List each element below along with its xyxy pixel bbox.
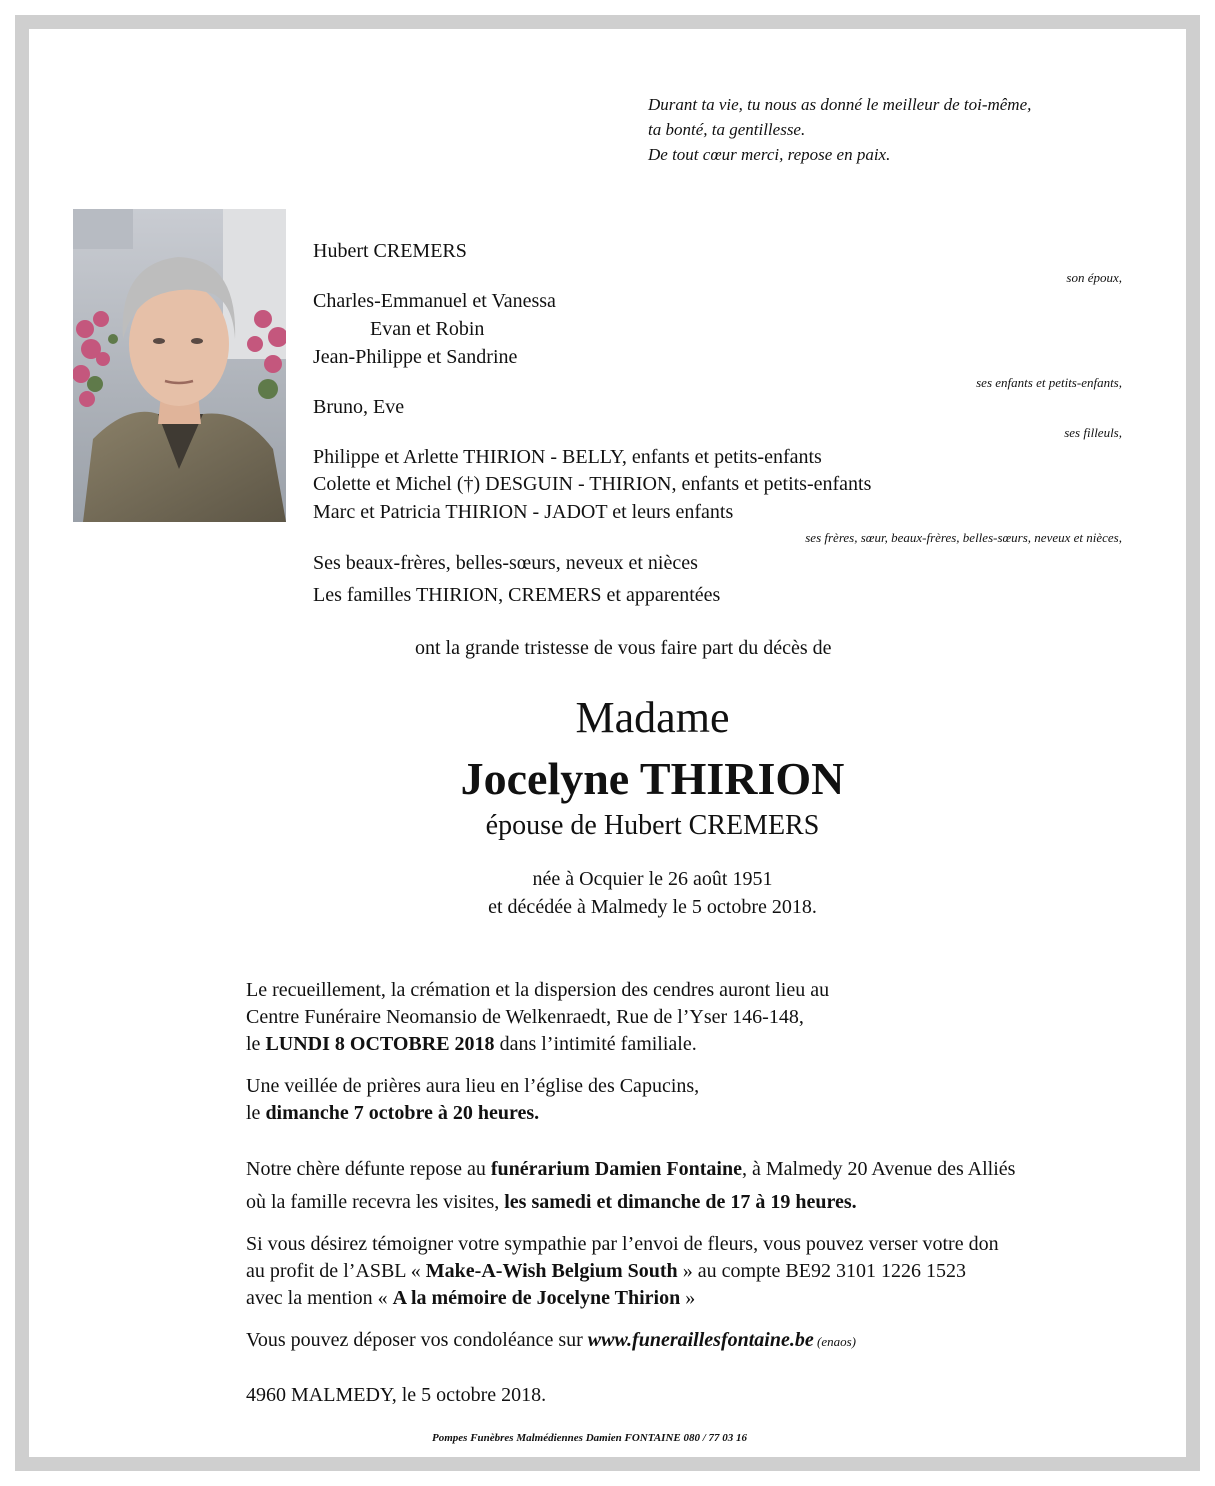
visitation-line-2	[246, 1189, 857, 1216]
ceremony-line-2: Centre Funéraire Neomansio de Welkenraedt, Rue de l’Yser 146-148,	[246, 1006, 804, 1028]
charity-name: Make-A-Wish Belgium South	[425, 1260, 678, 1282]
quote-line-1: Durant ta vie, tu nous as donné le meilleur de toi-même,	[648, 95, 1032, 114]
text-segment: au profit de l’ASBL «	[246, 1260, 426, 1282]
deceased-photo	[73, 209, 286, 522]
family-sibling-1: Philippe et Arlette THIRION - BELLY, enfants et petits-enfants	[313, 446, 822, 468]
role-spouse: son époux,	[1066, 270, 1122, 285]
text-segment: dans l’intimité familiale.	[494, 1033, 697, 1055]
text-segment: le	[246, 1102, 266, 1124]
provider-note: (enaos)	[813, 1334, 856, 1349]
family-spouse: Hubert CREMERS	[313, 240, 467, 262]
text-segment: Vous pouvez déposer vos condoléance sur	[246, 1329, 588, 1351]
family-sibling-2: Colette et Michel (†) DESGUIN - THIRION, enfants et petits-enfants	[313, 473, 872, 495]
family-sibling-3: Marc et Patricia THIRION - JADOT et leurs enfants	[313, 501, 734, 523]
place-date: 4960 MALMEDY, le 5 octobre 2018.	[246, 1384, 547, 1406]
text-segment: , à Malmedy 20 Avenue des Alliés	[741, 1158, 1016, 1180]
condolence-link[interactable]: www.funeraillesfontaine.be	[587, 1329, 814, 1351]
text-segment: avec la mention «	[246, 1287, 393, 1309]
role-godchildren: ses filleuls,	[1064, 425, 1122, 440]
announcement-text: ont la grande tristesse de vous faire part du décès de	[415, 637, 832, 659]
footer-funeral-director: Pompes Funèbres Malmédiennes Damien FONTAINE 080 / 77 03 16	[432, 1432, 748, 1444]
donation-line-1: Si vous désirez témoigner votre sympathie par l’envoi de fleurs, vous pouvez verser votre don	[246, 1233, 999, 1255]
deceased-spouse-line: épouse de Hubert CREMERS	[485, 810, 820, 841]
death-info: et décédée à Malmedy le 5 octobre 2018.	[488, 896, 817, 918]
text-segment: le	[246, 1033, 266, 1055]
donation-mention: A la mémoire de Jocelyne Thirion	[392, 1287, 681, 1309]
role-siblings: ses frères, sœur, beaux-frères, belles-sœurs, neveux et nièces,	[805, 530, 1122, 545]
condolence-line	[246, 1327, 856, 1355]
family-child-1: Charles-Emmanuel et Vanessa	[313, 290, 556, 312]
portrait-image	[73, 209, 286, 522]
birth-info: née à Ocquier le 26 août 1951	[532, 868, 773, 890]
ceremony-line-3	[246, 1031, 697, 1058]
funeral-home: funérarium Damien Fontaine	[490, 1158, 742, 1180]
ceremony-date: LUNDI 8 OCTOBRE 2018	[265, 1033, 495, 1055]
memorial-quote	[648, 92, 1031, 167]
text-segment: où la famille recevra les visites,	[246, 1191, 505, 1213]
visitation-hours: les samedi et dimanche de 17 à 19 heures.	[504, 1191, 857, 1213]
quote-line-2: ta bonté, ta gentillesse.	[648, 120, 806, 139]
ceremony-line-1: Le recueillement, la crémation et la dispersion des cendres auront lieu au	[246, 979, 830, 1001]
text-segment: »	[680, 1287, 696, 1309]
text-segment: » au compte BE92 3101 1226 1523	[677, 1260, 966, 1282]
vigil-line-2	[246, 1100, 539, 1127]
family-families: Les familles THIRION, CREMERS et apparentées	[313, 584, 721, 606]
role-children: ses enfants et petits-enfants,	[976, 375, 1122, 390]
deceased-title: Madame	[575, 693, 730, 742]
quote-line-3: De tout cœur merci, repose en paix.	[648, 145, 891, 164]
donation-line-2	[246, 1258, 966, 1285]
vigil-date: dimanche 7 octobre à 20 heures.	[265, 1102, 540, 1124]
family-child-2: Jean-Philippe et Sandrine	[313, 346, 518, 368]
family-inlaws: Ses beaux-frères, belles-sœurs, neveux et nièces	[313, 552, 698, 574]
visitation-line-1	[246, 1156, 1015, 1183]
donation-line-3	[246, 1285, 695, 1312]
text-segment: Notre chère défunte repose au	[246, 1158, 491, 1180]
family-godchildren: Bruno, Eve	[313, 396, 405, 418]
vigil-line-1: Une veillée de prières aura lieu en l’église des Capucins,	[246, 1075, 700, 1097]
family-grandchildren-1: Evan et Robin	[370, 318, 485, 340]
deceased-name: Jocelyne THIRION	[460, 753, 845, 804]
